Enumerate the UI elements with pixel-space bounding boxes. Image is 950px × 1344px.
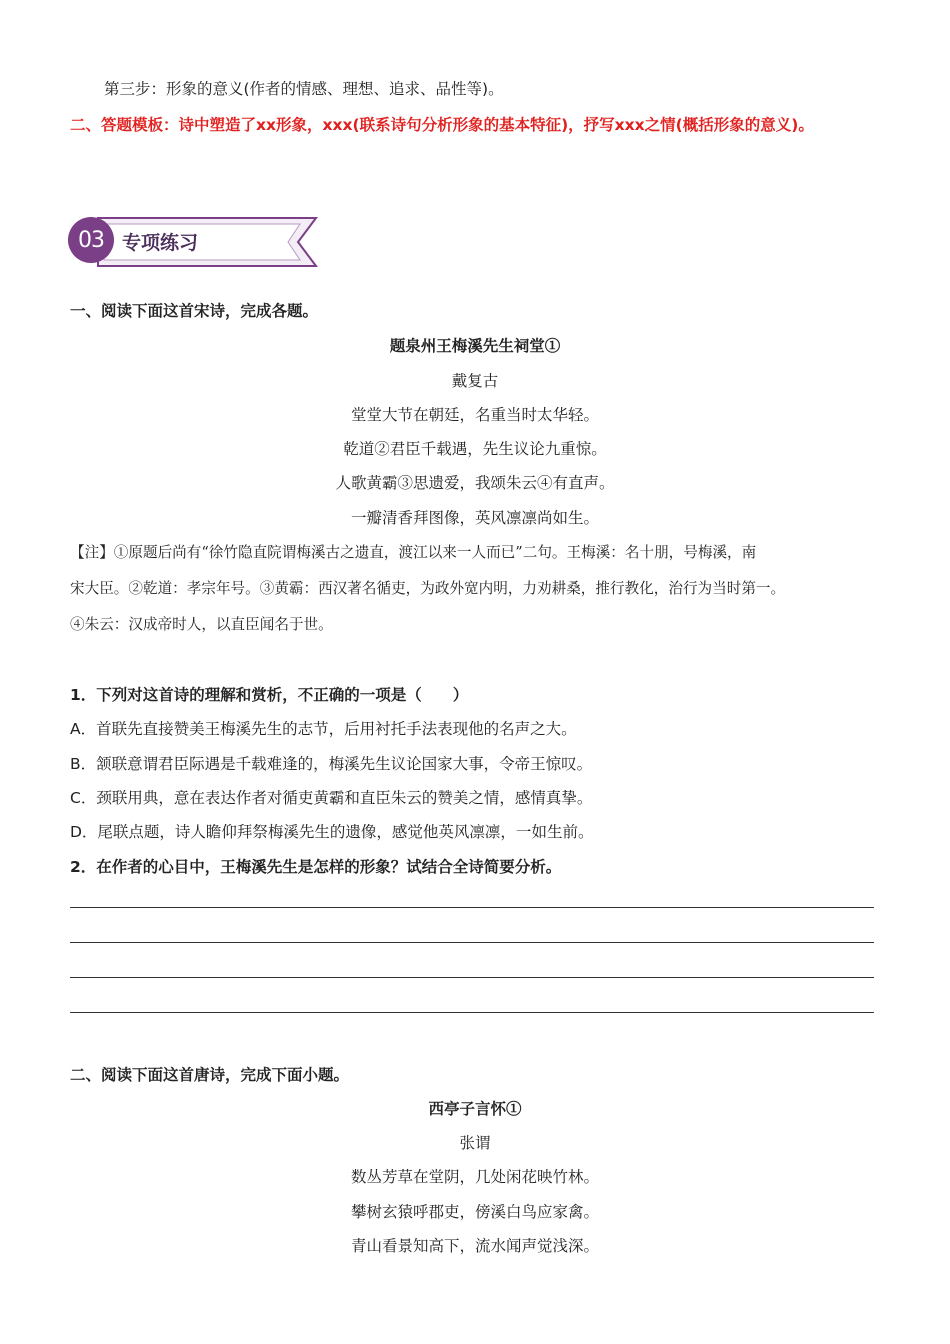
q2-stem: 2．在作者的心目中，王梅溪先生是怎样的形象？试结合全诗简要分析。	[70, 858, 562, 876]
section-badge	[68, 214, 258, 270]
poem1-line-2: 乾道②君臣千载遇，先生议论九重惊。	[343, 440, 607, 458]
answer-line-3	[70, 977, 874, 978]
poem2-line-2: 攀树玄猿呼郡吏，傍溪白鸟应家禽。	[350, 1203, 599, 1221]
q1-option-b: B．颔联意谓君臣际遇是千载难逢的，梅溪先生议论国家大事，令帝王惊叹。	[70, 755, 593, 773]
poem1-note-2: 宋大臣。②乾道：孝宗年号。③黄霸：西汉著名循吏，为政外宽内明，力劝耕桑，推行教化，治行为当时第一。	[70, 580, 786, 597]
q1-stem: 1．下列对这首诗的理解和赏析，不正确的一项是（ ）	[70, 686, 469, 704]
answer-template: 二、答题模板：诗中塑造了xx形象，xxx(联系诗句分析形象的基本特征)，抒写xxx之情(概括形象的意义)。	[70, 116, 814, 134]
part1-heading: 一、阅读下面这首宋诗，完成各题。	[70, 302, 319, 320]
poem2-line-1: 数丛芳草在堂阴，几处闲花映竹林。	[350, 1168, 599, 1186]
poem2-author: 张谓	[459, 1134, 491, 1152]
answer-line-2	[70, 942, 874, 943]
poem1-note-3: ④朱云：汉成帝时人，以直臣闻名于世。	[70, 616, 333, 633]
section-number: 03	[68, 217, 114, 263]
poem1-line-3: 人歌黄霸③思遗爱，我颂朱云④有直声。	[335, 474, 615, 492]
poem1-title: 题泉州王梅溪先生祠堂①	[389, 336, 561, 355]
poem2-title: 西亭子言怀①	[428, 1099, 522, 1118]
poem2-line-3: 青山看景知高下，流水闻声觉浅深。	[350, 1237, 599, 1255]
q1-option-a: A．首联先直接赞美王梅溪先生的志节，后用衬托手法表现他的名声之大。	[70, 720, 577, 738]
q1-option-c: C．颈联用典，意在表达作者对循吏黄霸和直臣朱云的赞美之情，感情真挚。	[70, 789, 593, 807]
answer-line-4	[70, 1012, 874, 1013]
poem1-line-4: 一瓣清香拜图像，英风凛凛尚如生。	[350, 509, 599, 527]
part2-heading: 二、阅读下面这首唐诗，完成下面小题。	[70, 1066, 350, 1084]
section-title: 专项练习	[122, 232, 199, 254]
poem1-note-1: 【注】①原题后尚有“徐竹隐直院谓梅溪古之遗直，渡江以来一人而已”二句。王梅溪：名十朋，号梅溪，南	[70, 544, 757, 561]
poem1-line-1: 堂堂大节在朝廷，名重当时太华轻。	[350, 406, 599, 424]
step3-text: 第三步：形象的意义(作者的情感、理想、追求、品性等)。	[104, 80, 504, 98]
answer-line-1	[70, 907, 874, 908]
q1-option-d: D．尾联点题，诗人瞻仰拜祭梅溪先生的遗像，感觉他英风凛凛，一如生前。	[70, 823, 594, 841]
poem1-author: 戴复古	[451, 372, 499, 390]
